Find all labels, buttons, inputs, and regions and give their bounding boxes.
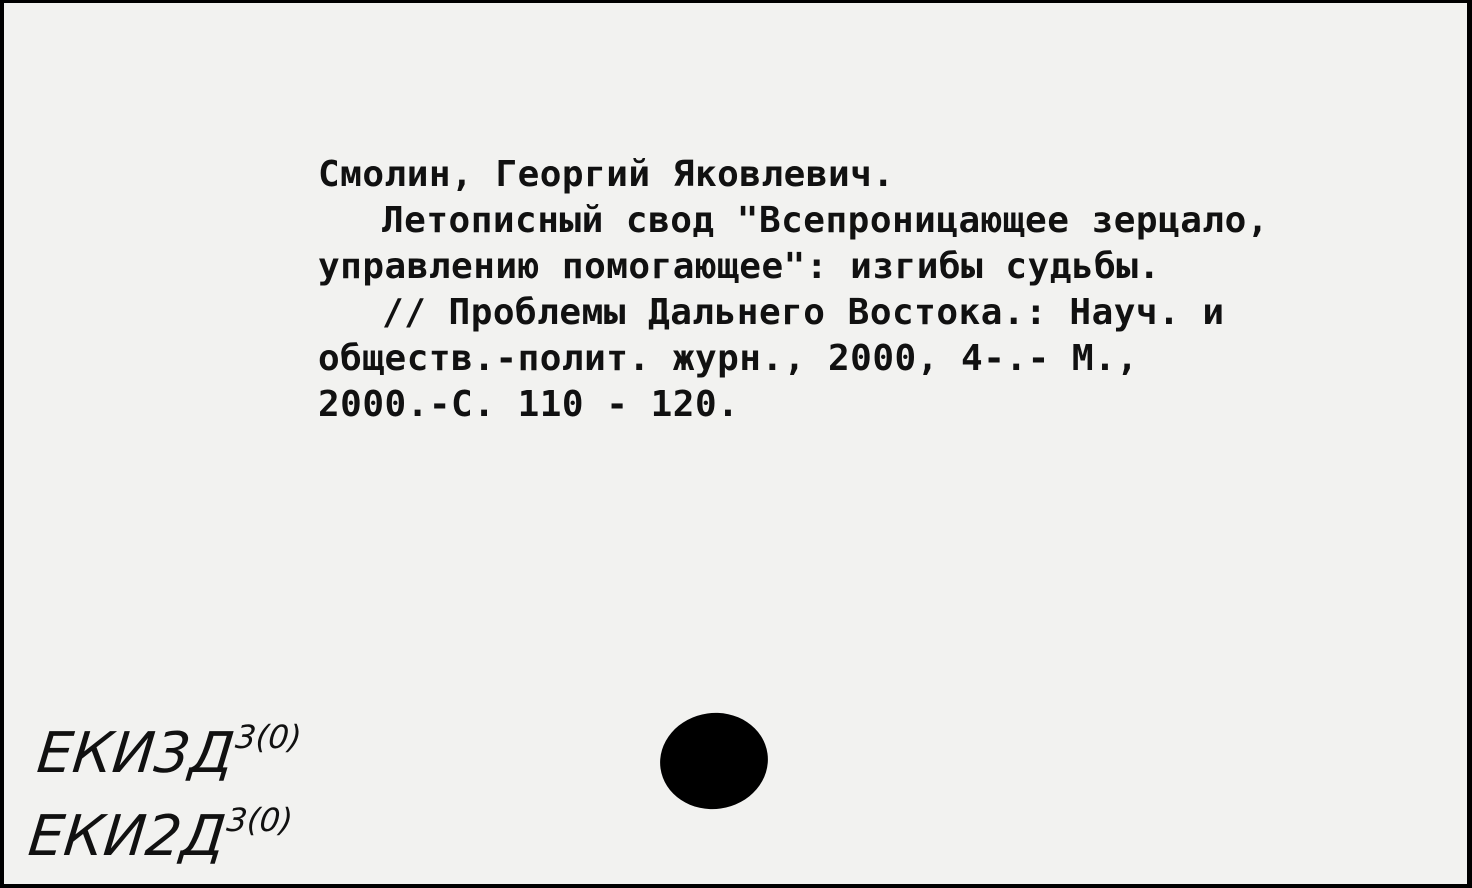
source-line-2: обществ.-полит. журн., 2000, 4-.- М., [318, 338, 1139, 379]
shelfmark-1-code: ЕКИ3Д [34, 721, 238, 786]
source-line-1: // Проблемы Дальнего Востока.: Науч. и [382, 292, 1225, 333]
author-line: Смолин, Георгий Яковлевич. [318, 154, 895, 195]
card-border-right [1467, 0, 1472, 888]
card-border-bottom [0, 884, 1472, 888]
card-border-top [0, 0, 1472, 3]
handwritten-shelfmarks [25, 704, 305, 870]
shelfmark-2 [25, 787, 296, 870]
shelfmark-2-superscript: 3(0) [224, 801, 295, 839]
card-border-left [0, 0, 4, 888]
bibliographic-entry [318, 152, 1428, 428]
shelfmark-2-code: ЕКИ2Д [25, 804, 229, 869]
punch-hole [654, 706, 774, 816]
shelfmark-1-superscript: 3(0) [233, 718, 304, 756]
title-line-1: Летописный свод "Всепроницающее зерцало, [382, 200, 1269, 241]
source-line-3: 2000.-С. 110 - 120. [318, 384, 740, 425]
title-line-2: управлению помогающее": изгибы судьбы. [318, 246, 1161, 287]
shelfmark-1 [34, 704, 305, 787]
